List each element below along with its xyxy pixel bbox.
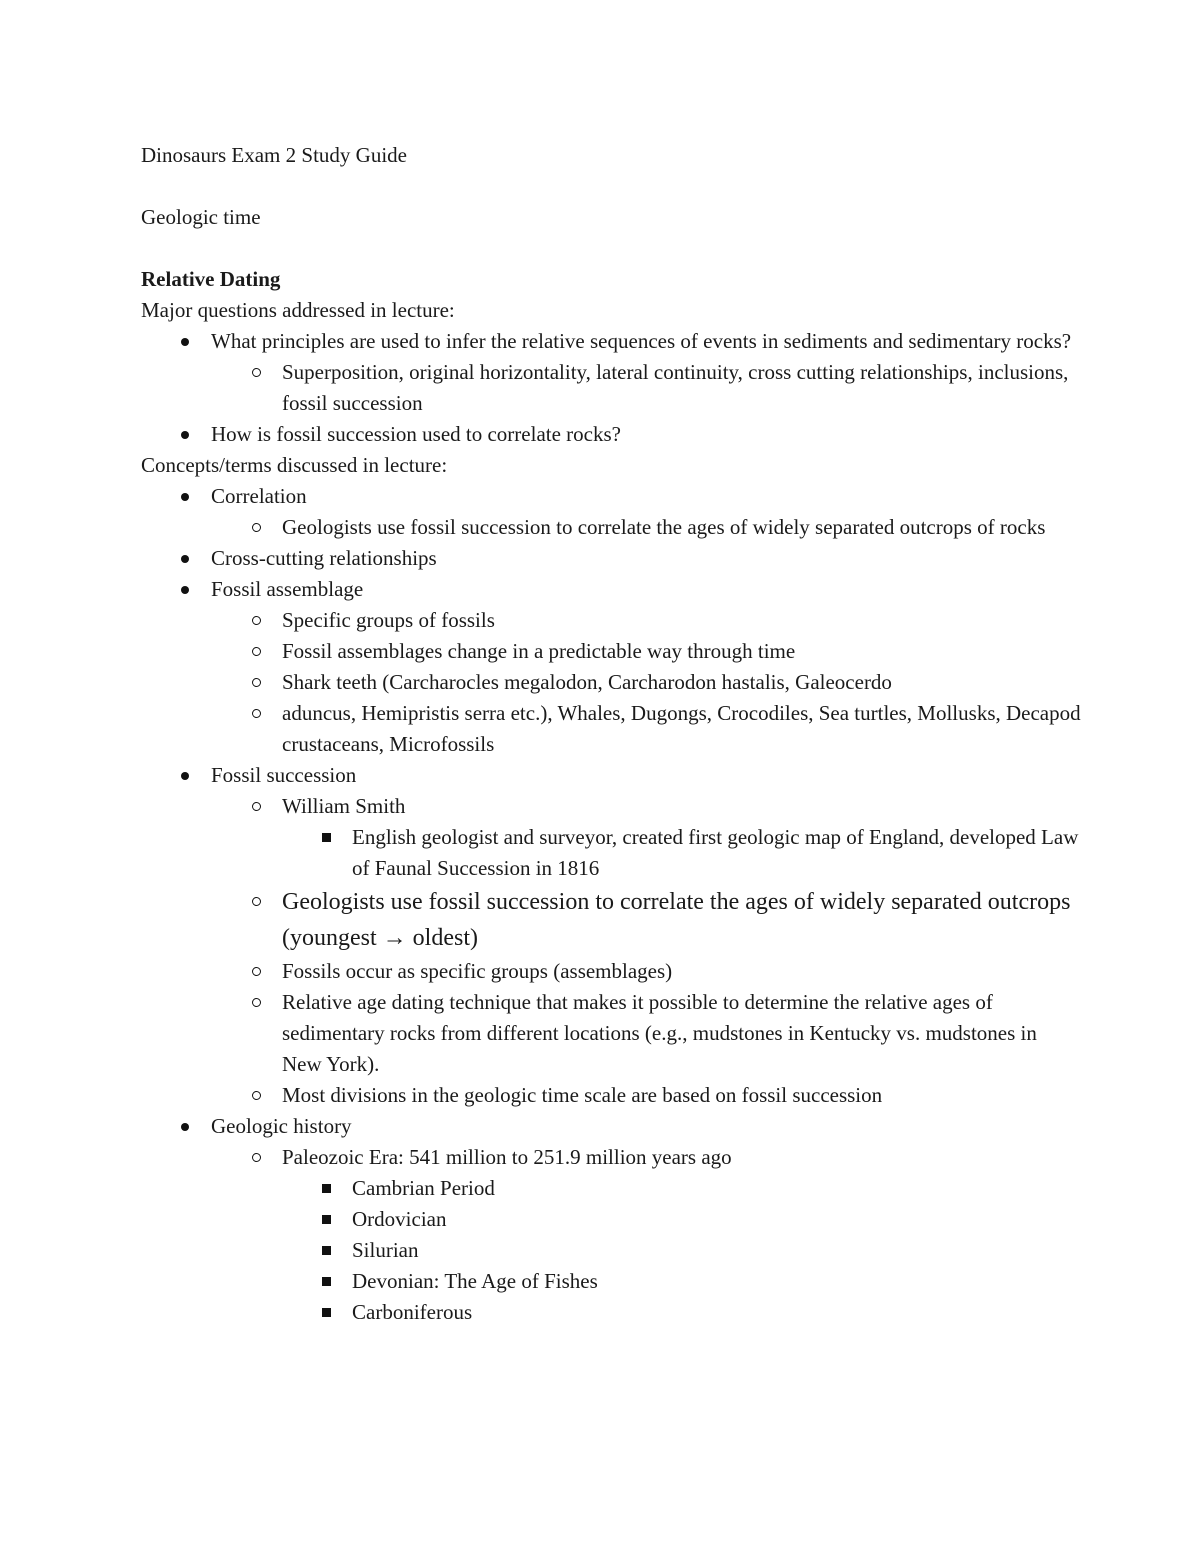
list-item — [141, 791, 1081, 822]
list-item-text: Most divisions in the geologic time scale are based on fossil succession — [282, 1083, 883, 1107]
bullet-dot-icon — [175, 760, 195, 791]
list-item — [141, 1235, 1081, 1266]
list-item — [141, 357, 1081, 419]
bullet-dot-icon — [175, 1111, 195, 1142]
section-heading: Relative Dating — [141, 267, 281, 291]
list-item-text: How is fossil succession used to correlate rocks? — [211, 422, 621, 446]
bullet-circle-icon — [246, 357, 266, 388]
list-item-text: Paleozoic Era: 541 million to 251.9 million years ago — [282, 1145, 732, 1169]
bullet-square-icon — [316, 1173, 336, 1204]
list-item-text: Fossil assemblages change in a predictable way through time — [282, 639, 796, 663]
list-item — [141, 956, 1081, 987]
list-item-text: Cambrian Period — [352, 1176, 495, 1200]
bullet-circle-icon — [246, 987, 266, 1018]
bullet-dot-icon — [175, 543, 195, 574]
list-item-text: Correlation — [211, 484, 307, 508]
list-item-text: Shark teeth (Carcharocles megalodon, Carcharodon hastalis, Galeocerdo — [282, 670, 892, 694]
list-item — [141, 481, 1081, 512]
list-item-text: Geologic history — [211, 1114, 352, 1138]
list-item — [141, 326, 1081, 357]
list-item — [141, 512, 1081, 543]
bullet-circle-icon — [246, 698, 266, 729]
bullet-circle-icon — [246, 512, 266, 543]
bullet-square-icon — [316, 822, 336, 853]
questions-list — [141, 326, 1081, 450]
bullet-circle-icon — [246, 884, 266, 920]
list-item-text: Cross-cutting relationships — [211, 546, 437, 570]
list-item-text: aduncus, Hemipristis serra etc.), Whales, Dugongs, Crocodiles, Sea turtles, Mollusks, Decapod crustaceans, Microfossils — [282, 701, 1081, 756]
list-item — [141, 1297, 1081, 1328]
list-item — [141, 1080, 1081, 1111]
bullet-circle-icon — [246, 1142, 266, 1173]
list-item-text: Geologists use fossil succession to correlate the ages of widely separated outcrops (youngest → oldest) — [282, 889, 1071, 951]
bullet-square-icon — [316, 1204, 336, 1235]
bullet-dot-icon — [175, 481, 195, 512]
list-item-text: English geologist and surveyor, created first geologic map of England, developed Law of Faunal Succession in 1816 — [352, 825, 1079, 880]
bullet-circle-icon — [246, 791, 266, 822]
document-title: Dinosaurs Exam 2 Study Guide — [141, 143, 407, 167]
list-item-text: What principles are used to infer the relative sequences of events in sediments and sedimentary rocks? — [211, 329, 1072, 353]
list-item — [141, 1204, 1081, 1235]
bullet-square-icon — [316, 1235, 336, 1266]
list-item — [141, 1173, 1081, 1204]
concepts-intro: Concepts/terms discussed in lecture: — [141, 453, 448, 477]
list-item-text: Ordovician — [352, 1207, 447, 1231]
list-item — [141, 698, 1081, 760]
questions-intro: Major questions addressed in lecture: — [141, 298, 455, 322]
list-item-text: Geologists use fossil succession to correlate the ages of widely separated outcrops of rocks — [282, 515, 1046, 539]
list-item — [141, 822, 1081, 884]
bullet-square-icon — [316, 1266, 336, 1297]
list-item-text: Carboniferous — [352, 1300, 473, 1324]
list-item — [141, 574, 1081, 605]
document-page — [141, 140, 1081, 1328]
list-item-text: Relative age dating technique that makes it possible to determine the relative ages of sedimentary rocks from different locations (e.g., mudstones in Kentucky vs. mudstones in New York). — [282, 990, 1037, 1076]
list-item — [141, 667, 1081, 698]
spacer — [141, 171, 1081, 202]
concepts-list — [141, 481, 1081, 1328]
bullet-circle-icon — [246, 636, 266, 667]
list-item-text: Specific groups of fossils — [282, 608, 495, 632]
bullet-circle-icon — [246, 667, 266, 698]
list-item — [141, 605, 1081, 636]
bullet-circle-icon — [246, 956, 266, 987]
list-item — [141, 1111, 1081, 1142]
list-item — [141, 543, 1081, 574]
list-item-text: Superposition, original horizontality, lateral continuity, cross cutting relationships, inclusions, fossil succession — [282, 360, 1069, 415]
list-item-text: Silurian — [352, 1238, 419, 1262]
list-item — [141, 419, 1081, 450]
list-item — [141, 884, 1081, 956]
list-item — [141, 987, 1081, 1080]
topic-line: Geologic time — [141, 205, 261, 229]
spacer — [141, 233, 1081, 264]
bullet-dot-icon — [175, 419, 195, 450]
bullet-circle-icon — [246, 605, 266, 636]
list-item — [141, 760, 1081, 791]
list-item — [141, 1266, 1081, 1297]
list-item-text: William Smith — [282, 794, 406, 818]
bullet-dot-icon — [175, 326, 195, 357]
list-item-text: Fossil succession — [211, 763, 357, 787]
list-item-text: Devonian: The Age of Fishes — [352, 1269, 598, 1293]
list-item — [141, 1142, 1081, 1173]
list-item — [141, 636, 1081, 667]
list-item-text: Fossils occur as specific groups (assemblages) — [282, 959, 673, 983]
list-item-text: Fossil assemblage — [211, 577, 364, 601]
bullet-square-icon — [316, 1297, 336, 1328]
bullet-dot-icon — [175, 574, 195, 605]
bullet-circle-icon — [246, 1080, 266, 1111]
